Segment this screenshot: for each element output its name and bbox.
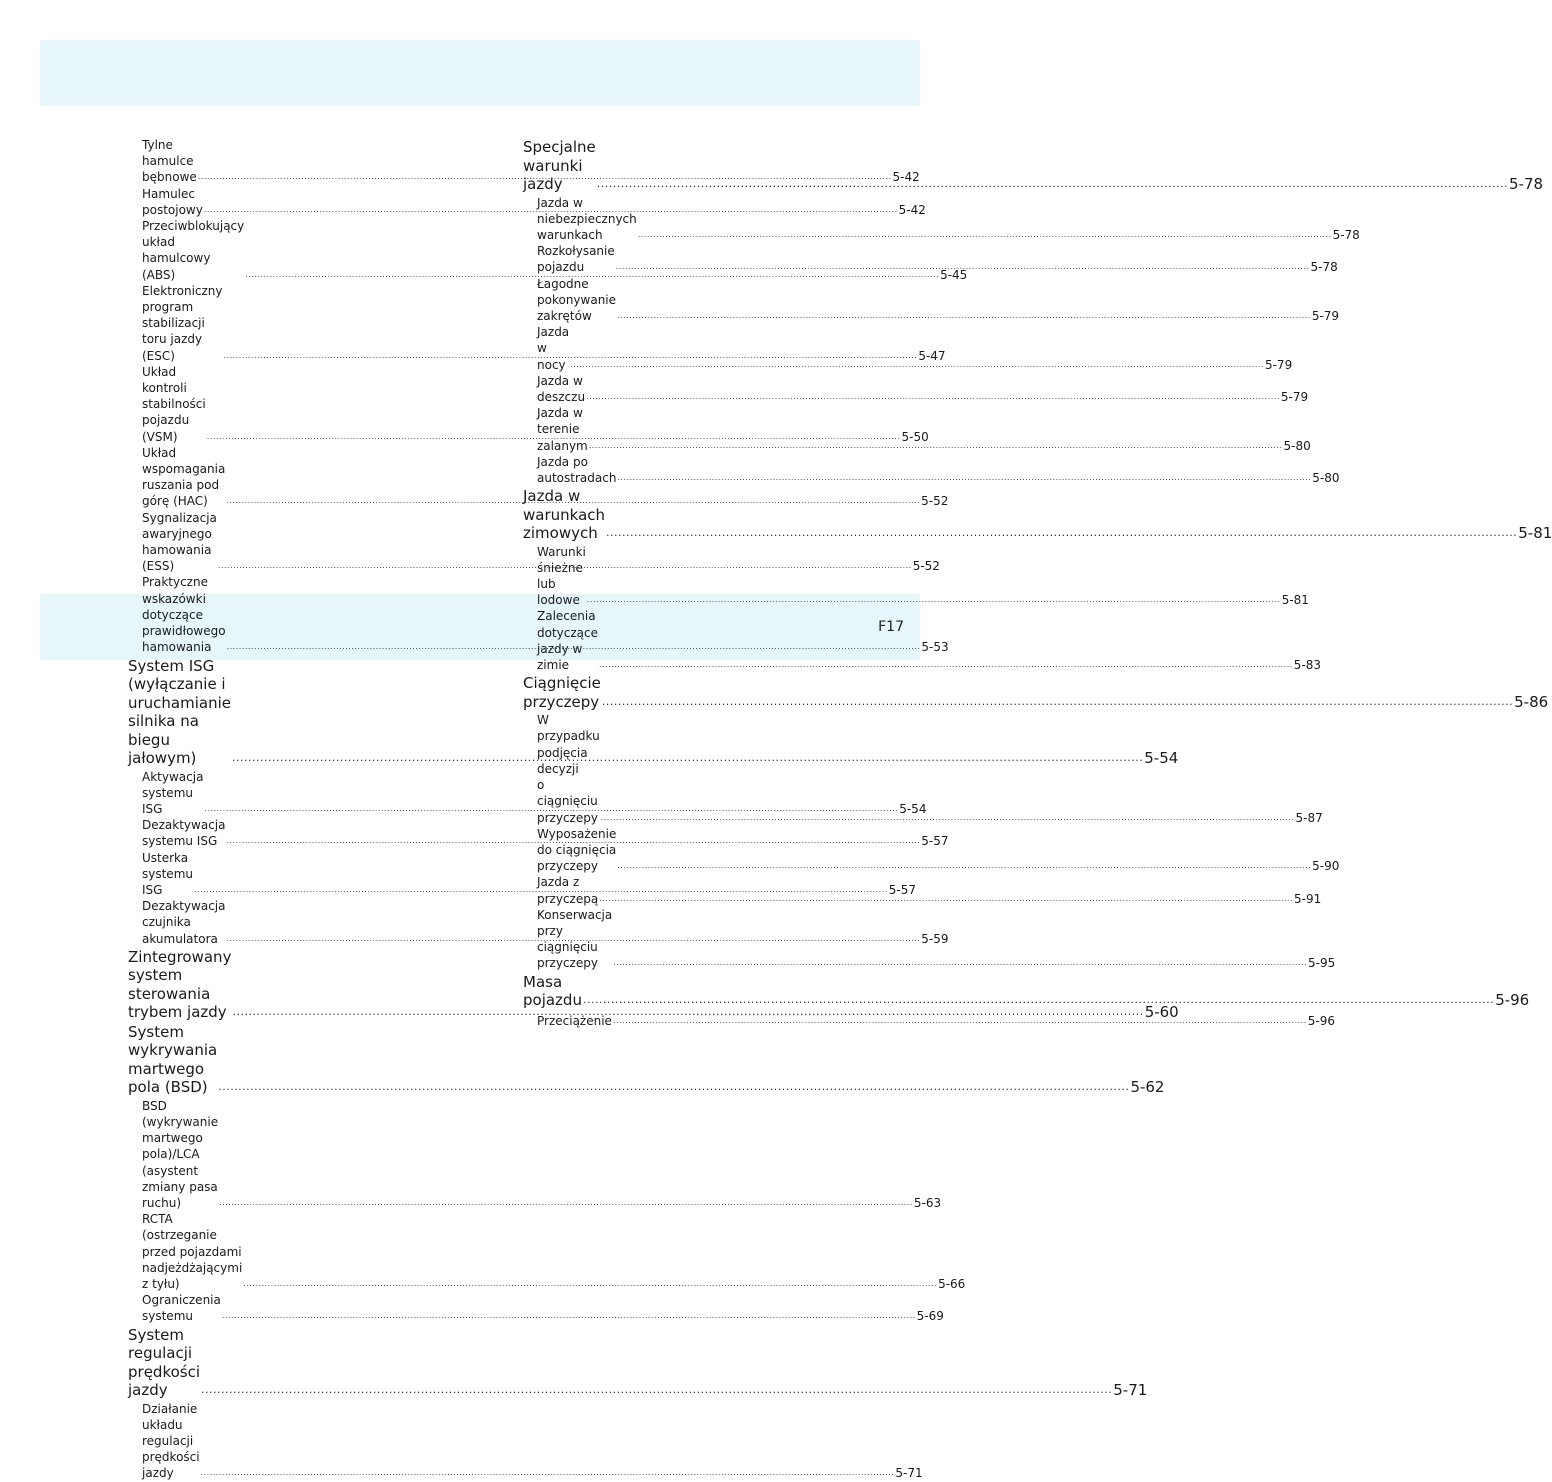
- toc-entry-page: 5-52: [921, 494, 949, 509]
- toc-entry[interactable]: [128, 1401, 923, 1482]
- dot-leader: [617, 856, 1311, 874]
- toc-entry-label: Specjalne warunki jazdy: [523, 138, 596, 193]
- toc-entry-label: Układ wspomagania ruszania pod górę (HAC): [142, 445, 226, 509]
- dot-leader: [570, 355, 1264, 373]
- toc-entry-label: Jazda w warunkach zimowych: [523, 487, 606, 543]
- toc-entry-page: 5-63: [913, 1195, 942, 1210]
- dot-leader: [201, 1463, 895, 1481]
- header-band: [40, 40, 920, 106]
- toc-entry-label: W przypadku podjęcia decyzji o ciągnięciu przyczepy: [537, 713, 600, 825]
- toc-entry-page: 5-79: [1280, 389, 1309, 404]
- toc-entry-label: Jazda w terenie zalanym: [537, 406, 588, 453]
- dot-leader: [606, 522, 1517, 543]
- toc-entry-page: 5-79: [1264, 357, 1293, 372]
- toc-entry-page: 5-45: [940, 267, 968, 282]
- toc-entry-label: Zalecenia dotyczące jazdy w zimie: [537, 609, 598, 673]
- toc-entry-label: Jazda w nocy: [537, 325, 570, 372]
- toc-heading[interactable]: [128, 1022, 1165, 1097]
- toc-entry-page: 5-90: [1312, 859, 1340, 874]
- dot-leader: [613, 953, 1307, 971]
- toc-entry-page: 5-57: [888, 882, 917, 897]
- toc-entry-page: 5-52: [912, 559, 940, 574]
- toc-entry-page: 5-54: [1144, 749, 1179, 767]
- toc-heading[interactable]: [523, 674, 1549, 711]
- dot-leader: [616, 257, 1310, 275]
- toc-entry-label: Ograniczenia systemu: [142, 1293, 221, 1324]
- toc-entry-label: Jazda z przyczepą: [537, 875, 599, 906]
- toc-entry-label: BSD (wykrywanie martwego pola)/LCA (asystent zmiany pasa ruchu): [142, 1098, 219, 1210]
- toc-entry[interactable]: [523, 454, 1340, 486]
- toc-entry-label: System ISG (wyłączanie i uruchamianie silnika na biegu jałowym): [128, 656, 232, 767]
- toc-entry-page: 5-60: [1144, 1003, 1179, 1022]
- toc-entry-page: 5-80: [1283, 438, 1311, 453]
- toc-entry-page: 5-81: [1281, 593, 1309, 608]
- toc-entry-label: Masa pojazdu: [523, 972, 582, 1010]
- toc-entry[interactable]: [128, 769, 927, 818]
- dot-leader: [617, 306, 1311, 324]
- toc-entry-page: 5-80: [1312, 470, 1340, 485]
- toc-entry-page: 5-69: [916, 1309, 944, 1324]
- toc-entry[interactable]: [128, 817, 949, 849]
- dot-leader: [243, 1274, 937, 1292]
- toc-heading[interactable]: [128, 1325, 1148, 1400]
- toc-entry-label: System regulacji prędkości jazdy: [128, 1325, 200, 1400]
- toc-entry-page: 5-66: [938, 1276, 966, 1291]
- toc-entry-page: 5-96: [1307, 1013, 1335, 1028]
- toc-entry-label: Przeciwblokujący układ hamulcowy (ABS): [142, 219, 245, 282]
- toc-entry-page: 5-79: [1311, 308, 1340, 323]
- toc-entry-page: 5-50: [901, 429, 929, 444]
- dot-leader: [219, 1193, 913, 1211]
- toc-entry-page: 5-59: [921, 931, 949, 946]
- dot-leader: [583, 989, 1494, 1010]
- toc-entry-page: 5-42: [898, 202, 926, 217]
- toc-entry[interactable]: [128, 1292, 944, 1324]
- toc-entry-label: Elektroniczny program stabilizacji toru jazdy (ESC): [142, 283, 223, 363]
- toc-entry-label: Jazda w niebezpiecznych warunkach: [537, 195, 637, 242]
- toc-entry-page: 5-96: [1495, 991, 1530, 1010]
- toc-entry-page: 5-91: [1294, 891, 1322, 906]
- dot-leader: [601, 808, 1295, 826]
- toc-entry-page: 5-78: [1332, 227, 1360, 242]
- toc-entry-page: 5-47: [918, 348, 946, 363]
- toc-entry-page: 5-83: [1293, 658, 1322, 673]
- dot-leader: [586, 387, 1280, 405]
- toc-entry-label: Zintegrowany system sterowania trybem jazdy: [128, 947, 232, 1022]
- toc-entry-label: Przeciążenie: [537, 1013, 612, 1028]
- toc-entry-page: 5-54: [899, 801, 927, 816]
- dot-leader: [599, 889, 1293, 907]
- dot-leader: [597, 173, 1508, 194]
- toc-entry-page: 5-71: [895, 1466, 923, 1481]
- toc-entry-label: Dezaktywacja systemu ISG: [142, 818, 226, 849]
- dot-leader: [638, 225, 1332, 243]
- toc-entry-page: 5-78: [1509, 175, 1544, 193]
- toc-entry-label: Jazda po autostradach: [537, 454, 617, 485]
- toc-entry-label: Jazda w deszczu: [537, 373, 586, 404]
- toc-entry-page: 5-86: [1514, 692, 1549, 711]
- toc-entry-label: Praktyczne wskazówki dotyczące prawidłowego hamowania: [142, 575, 226, 655]
- dot-leader: [587, 590, 1281, 608]
- toc-entry-label: System wykrywania martwego pola (BSD): [128, 1022, 218, 1097]
- toc-entry-label: Dezaktywacja czujnika akumulatora: [142, 899, 226, 946]
- toc-entry-label: Układ kontroli stabilności pojazdu (VSM): [142, 364, 206, 444]
- toc-entry-label: RCTA (ostrzeganie przed pojazdami nadjeżdżającymi z tyłu): [142, 1212, 243, 1291]
- dot-leader: [218, 1076, 1129, 1097]
- dot-leader: [222, 1306, 916, 1324]
- toc-entry-label: Konserwacja przy ciągnięciu przyczepy: [537, 907, 613, 971]
- toc-entry-page: 5-57: [921, 834, 949, 849]
- dot-leader: [613, 1011, 1307, 1029]
- toc-entry-page: 5-62: [1130, 1078, 1165, 1097]
- toc-heading[interactable]: [523, 972, 1530, 1010]
- toc-entry[interactable]: [523, 373, 1309, 405]
- toc-entry-label: Sygnalizacja awaryjnego hamowania (ESS): [142, 510, 217, 574]
- toc-entry[interactable]: [128, 1098, 942, 1211]
- toc-entry[interactable]: [128, 1211, 966, 1292]
- toc-entry-label: Usterka systemu ISG: [142, 850, 193, 897]
- toc-entry-label: Łagodne pokonywanie zakrętów: [537, 276, 617, 323]
- dot-leader: [201, 1379, 1112, 1400]
- dot-leader: [599, 655, 1293, 673]
- toc-entry-label: Warunki śnieżne lub lodowe: [537, 544, 586, 608]
- toc-entry-label: Ciągnięcie przyczepy: [523, 674, 601, 711]
- toc-entry-page: 5-71: [1113, 1381, 1148, 1400]
- toc-entry-label: Aktywacja systemu ISG: [142, 769, 204, 816]
- dot-leader: [617, 468, 1311, 486]
- toc-entry-label: Działanie układu regulacji prędkości jazdy: [142, 1401, 200, 1481]
- dot-leader: [589, 436, 1283, 454]
- toc-entry-page: 5-95: [1308, 956, 1336, 971]
- toc-entry-page: 5-87: [1295, 810, 1323, 825]
- page-number: F17: [878, 619, 904, 635]
- toc-entry-page: 5-78: [1310, 260, 1338, 275]
- toc-entry-page: 5-53: [921, 640, 949, 655]
- toc-entry[interactable]: [523, 276, 1340, 325]
- dot-leader: [602, 691, 1513, 712]
- toc-entry[interactable]: [128, 186, 926, 218]
- toc-entry-page: 5-81: [1518, 524, 1552, 543]
- toc-entry-label: Tylne hamulce bębnowe: [142, 138, 197, 185]
- toc-entry-label: Wyposażenie do ciągnięcia przyczepy: [537, 826, 617, 874]
- toc-entry-label: Hamulec postojowy: [142, 186, 203, 217]
- toc-entry-label: Rozkołysanie pojazdu: [537, 244, 615, 275]
- toc-entry-page: 5-42: [892, 170, 920, 185]
